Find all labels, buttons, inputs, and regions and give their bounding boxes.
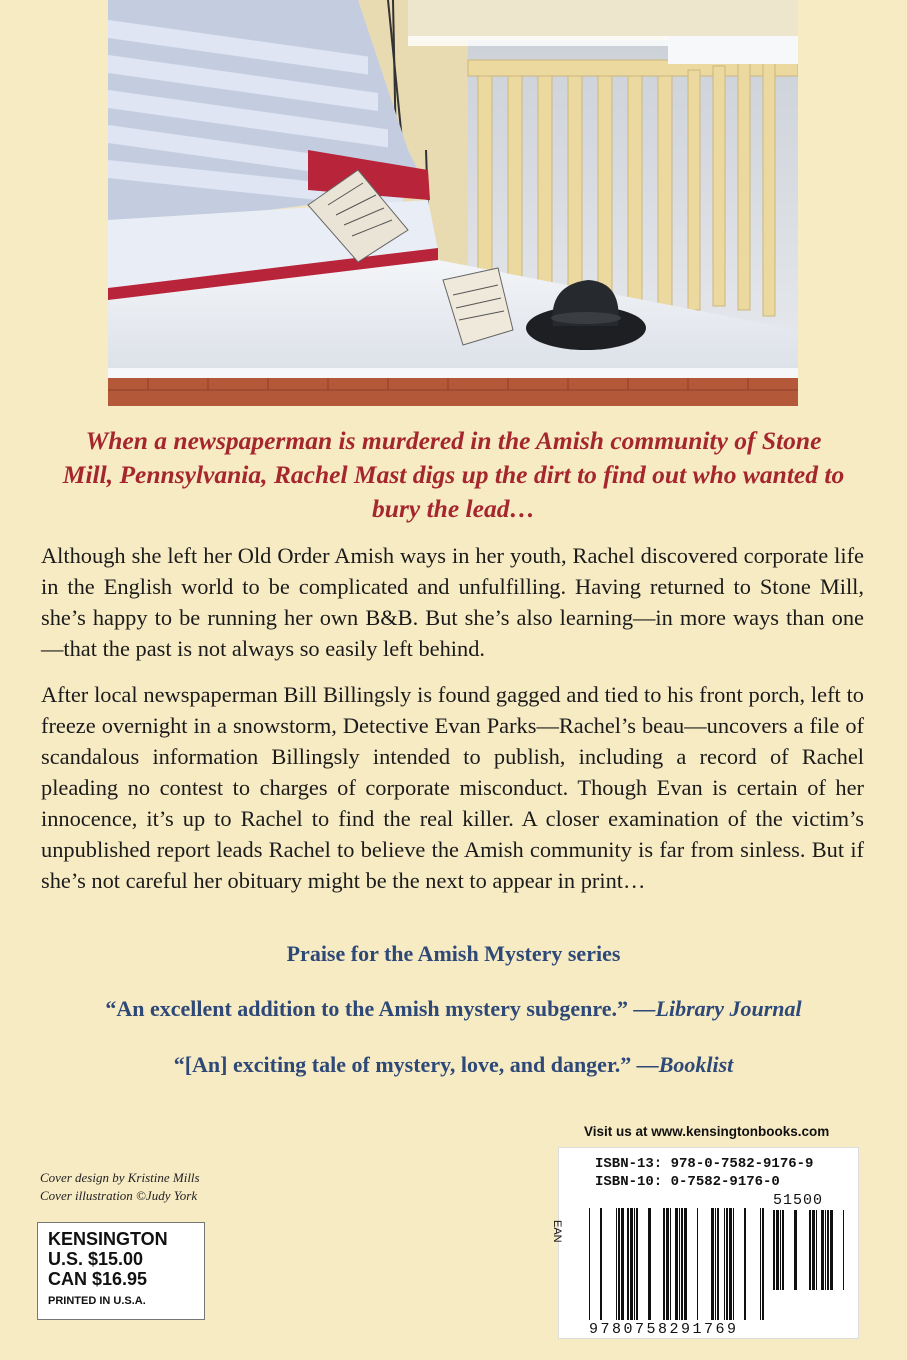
synopsis-paragraph-2: After local newspaperman Bill Billingsly is found gagged and tied to his front porch, left to freeze overnight in a snowstorm, Detective Evan Parks—Rachel’s beau—uncovers a file of scandalous information Billingsly intended to publish, including a record of Rachel pleading no contest to charges of corporate misconduct. Though Evan is certain of her innocence, it’s up to Rachel to find the real killer. A closer examination of the victim’s unpublished report leads Rachel to believe the Amish community is far from sinless. But if she’s not careful her obituary might be the next to appear in print…	[41, 682, 864, 893]
isbn-10: ISBN-10: 0-7582-9176-0	[595, 1174, 780, 1190]
cover-illustration	[108, 0, 798, 406]
publisher-name: KENSINGTON	[48, 1229, 168, 1249]
isbn-13: ISBN-13: 978-0-7582-9176-9	[595, 1156, 814, 1172]
cover-illustration-credit: Cover illustration ©Judy York	[40, 1188, 198, 1203]
synopsis-paragraph-1: Although she left her Old Order Amish ways in her youth, Rachel discovered corporate life in the English world to be complicated and unfulfilling. Having returned to Stone Mill, she’s happy to be running her own B&B. But she’s also learning—in more ways than one—that the past is not always so easily left behind.	[41, 543, 864, 661]
review-quote	[0, 1052, 907, 1078]
quote-source: —Booklist	[636, 1052, 734, 1077]
ean-barcode	[589, 1208, 764, 1320]
price-box	[37, 1222, 205, 1320]
price-barcode	[771, 1210, 851, 1290]
barcode-digits: 9780758291769	[589, 1321, 739, 1338]
barcode-box	[551, 1147, 859, 1339]
ean-label: EAN	[551, 1220, 563, 1243]
cover-design-credit: Cover design by Kristine Mills	[40, 1170, 200, 1185]
quote-text: “[An] exciting tale of mystery, love, and danger.”	[173, 1052, 632, 1077]
publisher-website: Visit us at www.kensingtonbooks.com	[584, 1124, 830, 1139]
can-price: CAN $16.95	[48, 1269, 148, 1289]
quote-source: —Library Journal	[633, 996, 802, 1021]
us-price: U.S. $15.00	[48, 1249, 144, 1269]
review-quote	[0, 996, 907, 1022]
praise-heading: Praise for the Amish Mystery series	[286, 941, 621, 966]
tagline: When a newspaperman is murdered in the Amish community of Stone Mill, Pennsylvania, Rachel Mast digs up the dirt to find out who wanted to bury the lead…	[62, 426, 845, 523]
cover-credits	[40, 1169, 200, 1205]
quote-text: “An excellent addition to the Amish mystery subgenre.”	[105, 996, 629, 1021]
price-code: 51500	[773, 1192, 824, 1209]
printed-in: PRINTED IN U.S.A.	[48, 1295, 146, 1307]
